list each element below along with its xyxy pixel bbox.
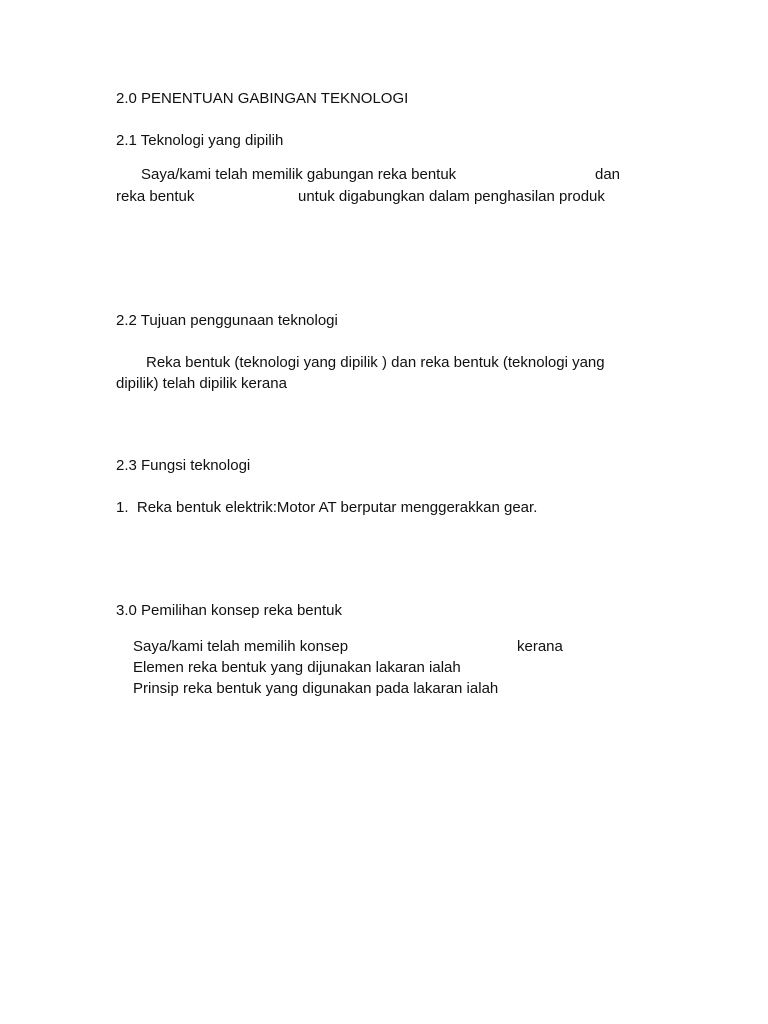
section-3-0-line1-part1: Saya/kami telah memilih konsep [133,638,349,655]
section-2-2-line1: Reka bentuk (teknologi yang dipilik ) dan reka bentuk (teknologi yang [146,354,605,371]
section-2-1-line2-part1: reka bentuk [116,188,195,205]
section-2-1-line1-part1: Saya/kami telah memilik gabungan reka bentuk [141,166,457,183]
section-3-0-heading: 3.0 Pemilihan konsep reka bentuk [116,602,342,619]
section-2-1-line2-part2: untuk digabungkan dalam penghasilan produk [298,188,605,205]
section-2-0-number: 2.0 [116,90,137,107]
section-2-0-title: PENENTUAN GABINGAN TEKNOLOGI [141,90,409,107]
list-item-number: 1. [116,499,129,516]
section-2-1-heading: 2.1 Teknologi yang dipilih [116,132,284,149]
section-2-2-heading: 2.2 Tujuan penggunaan teknologi [116,312,338,329]
section-2-3-heading: 2.3 Fungsi teknologi [116,457,251,474]
section-3-0-line2: Elemen reka bentuk yang dijunakan lakaran ialah [133,659,461,676]
section-2-2-line2: dipilik) telah dipilik kerana [116,375,287,392]
section-2-3-item1 [116,498,537,518]
section-3-0-line3: Prinsip reka bentuk yang digunakan pada lakaran ialah [133,680,499,697]
section-2-0-heading [116,89,408,109]
section-3-0-line1-part2: kerana [517,638,563,655]
list-item-text: Reka bentuk elektrik:Motor AT berputar menggerakkan gear. [136,499,538,516]
section-2-1-line1-part2: dan [595,166,621,183]
